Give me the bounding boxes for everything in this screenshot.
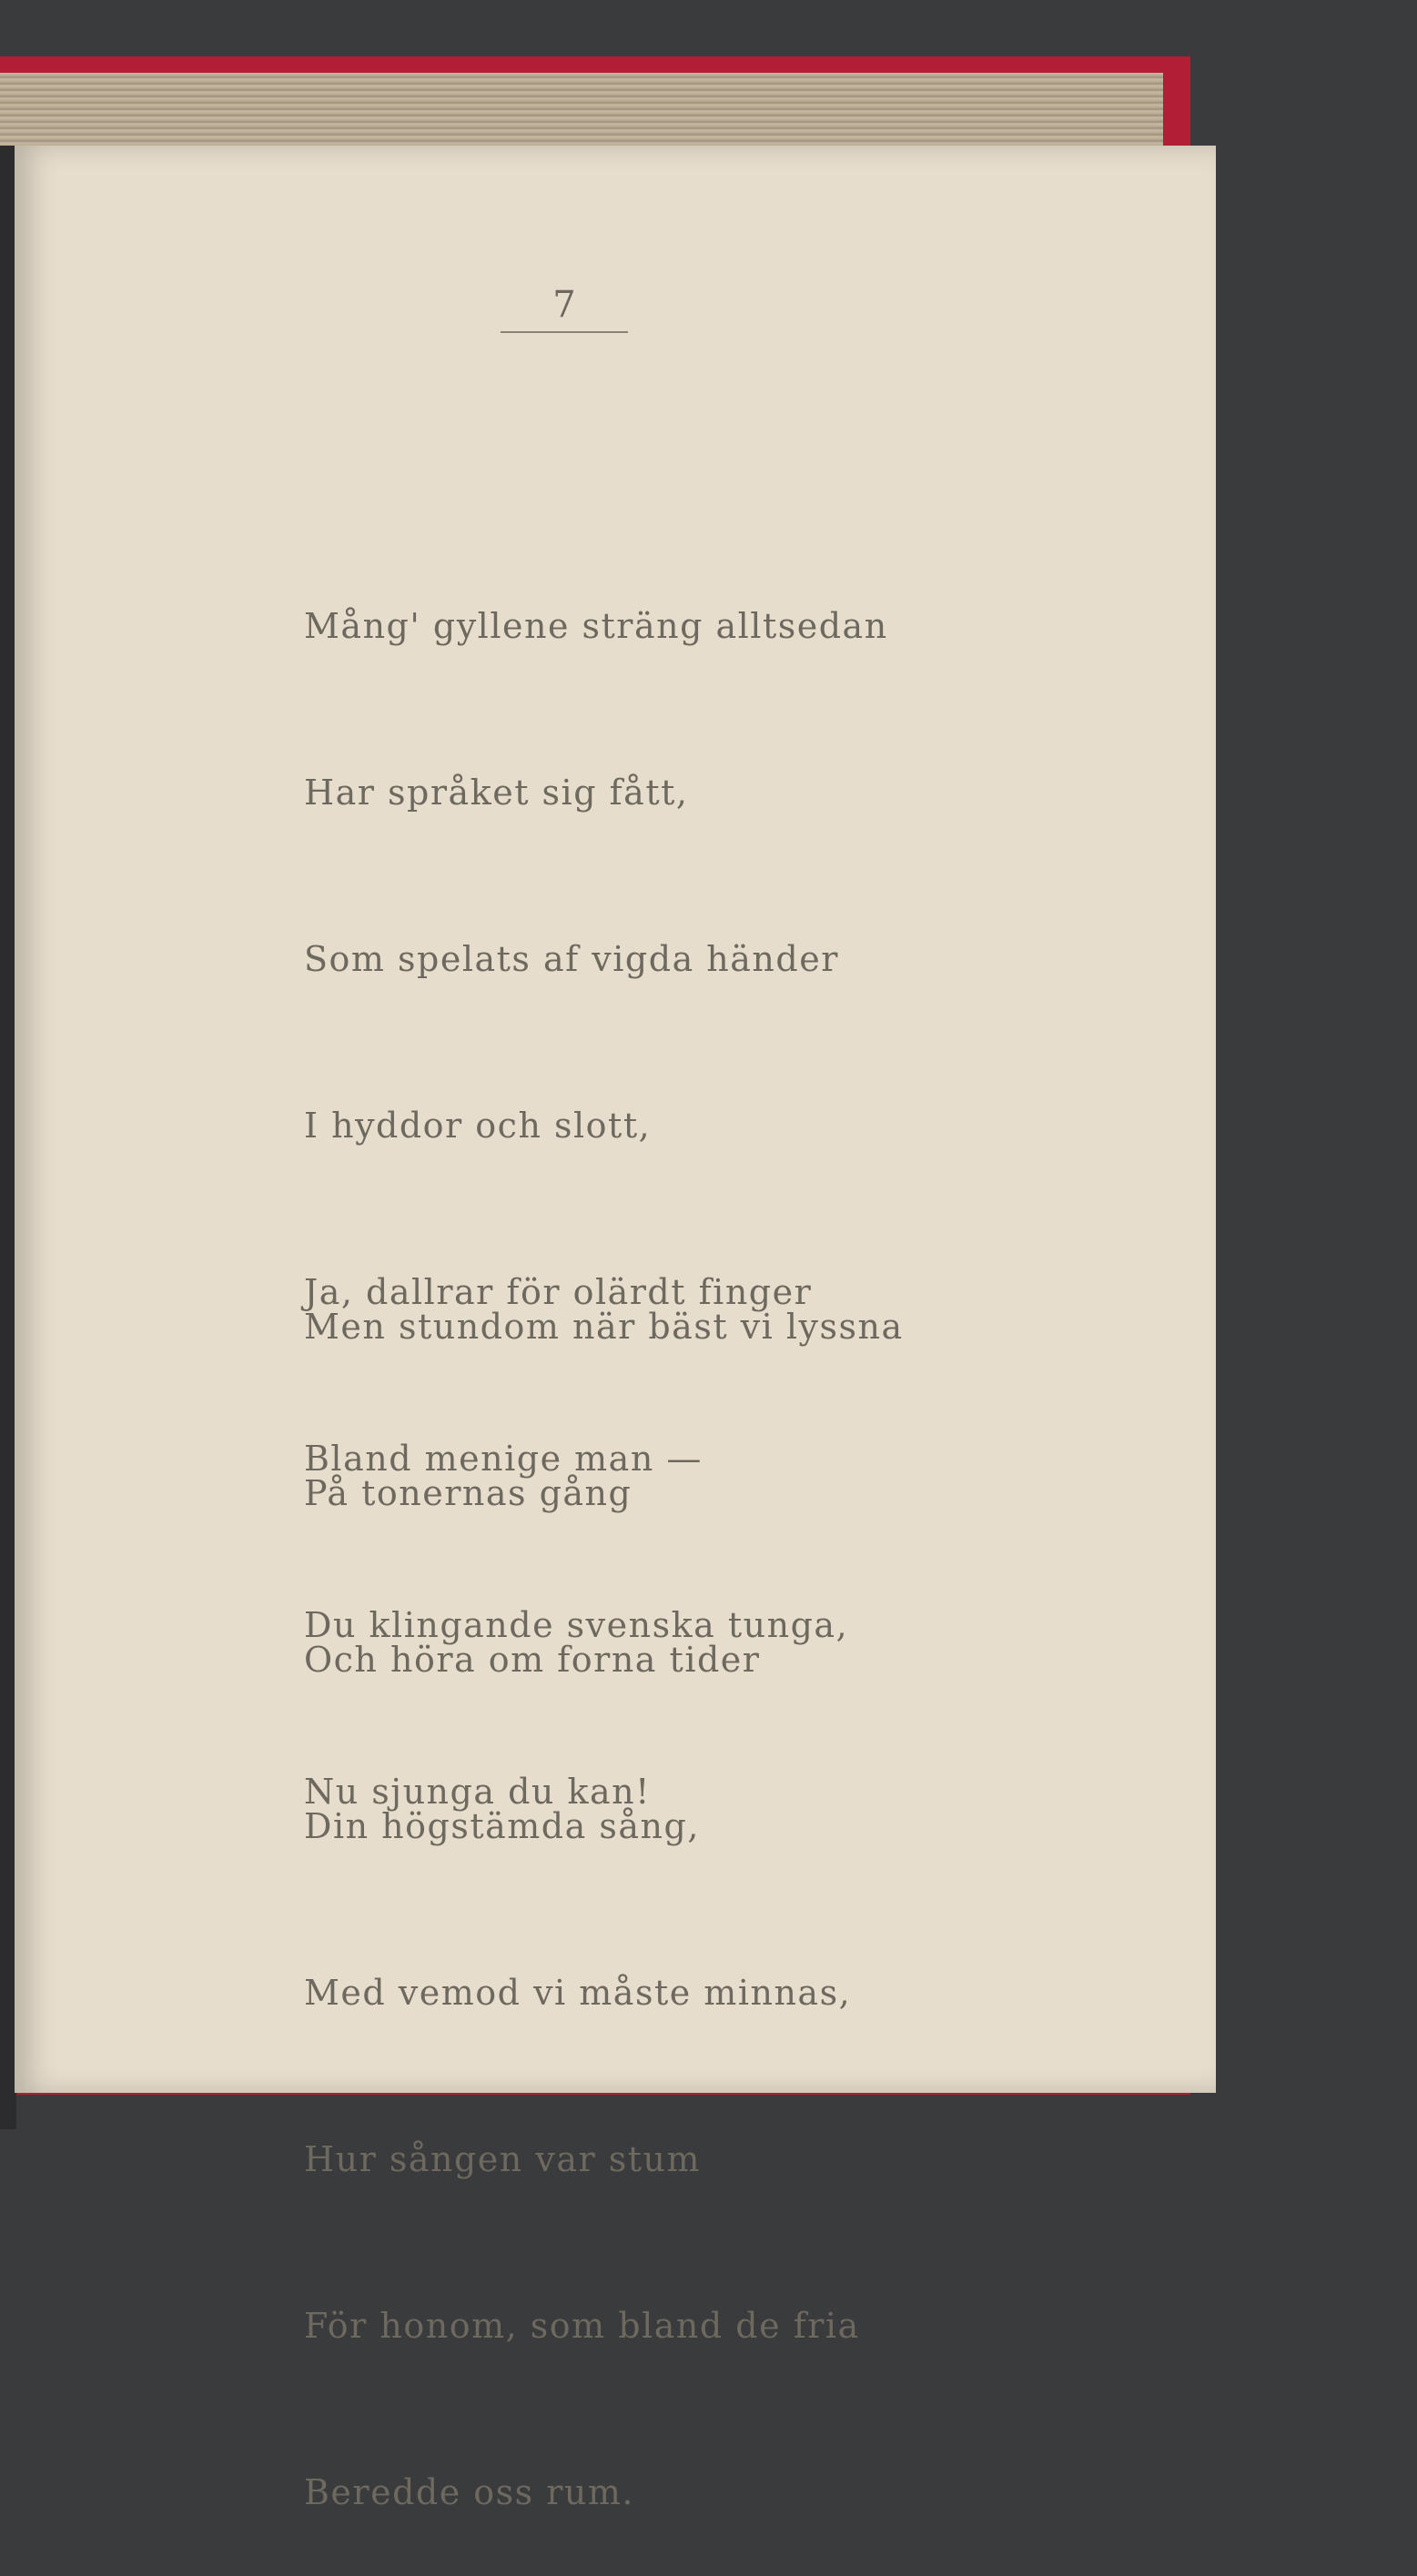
poem-line: Och höra om forna tider [304,1640,761,1680]
poem-line: Hur sången var stum [304,2139,701,2179]
poem-line: På tonernas gång [304,1473,633,1513]
poem-stanza-2 [304,1188,904,2576]
page-number: 7 [552,284,576,326]
poem-line: Men stundom när bäst vi lyssna [304,1307,904,1347]
poem-line: Har språket sig fått, [304,773,689,813]
poem-line: I hyddor och slott, [304,1106,652,1146]
page-edges [0,73,1163,146]
poem-line: Ja, dallrar för olärdt finger [304,1272,813,1312]
page-number-rule [501,331,628,333]
poem-line: Som spelats af vigda händer [304,939,839,979]
poem-line: Bland menige man — [304,1439,703,1479]
poem-line: Du klingande svenska tunga, [304,1605,849,1645]
poem-line: För honom, som bland de fria [304,2306,860,2346]
poem-line: Nu sjunga du kan! [304,1772,651,1812]
poem-line: Din högstämda sång, [304,1806,700,1846]
poem-line: Beredde oss rum. [304,2472,634,2512]
poem-line: Med vemod vi måste minnas, [304,1973,852,2013]
poem-line: Mång' gyllene sträng alltsedan [304,606,888,646]
